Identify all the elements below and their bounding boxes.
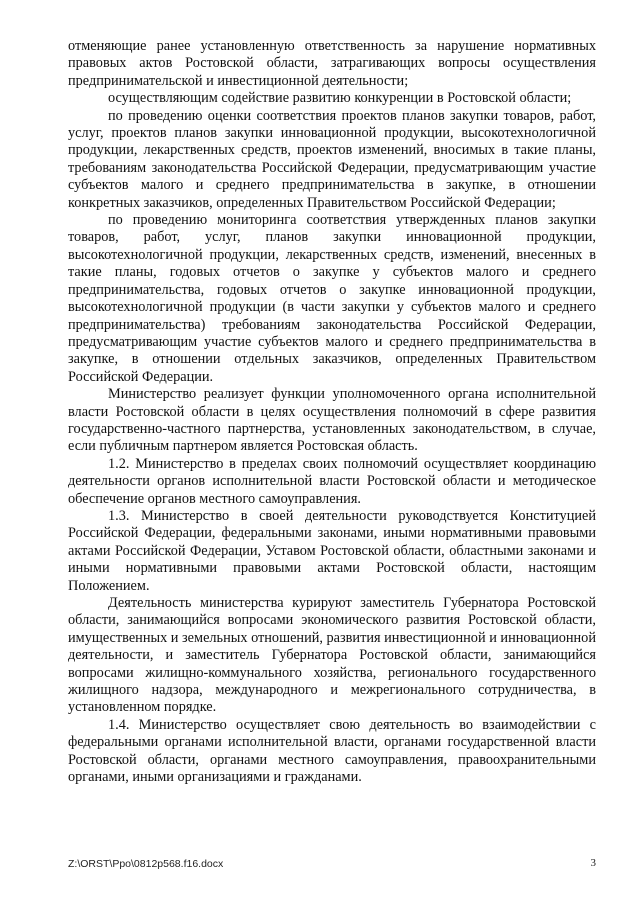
paragraph-1-3: 1.3. Министерство в своей деятельности руководствуется Конституцией Российской Федерации, федеральными законами, иными нормативными правовыми актами Российской Федерации, Уставом Ростовской области, областными законами и иными нормативными правовыми актами Ростовской области, настоящим Положением.: [68, 507, 596, 594]
paragraph-1-4: 1.4. Министерство осуществляет свою деятельность во взаимодействии с федеральными органами исполнительной власти, органами государственной власти Ростовской области, органами местного самоуправления, правоохранительными органами, иными организациями и гражданами.: [68, 716, 596, 786]
paragraph-competition-support: осуществляющим содействие развитию конкуренции в Ростовской области;: [108, 90, 572, 107]
paragraph-ppp-functions: Министерство реализует функции уполномоченного органа исполнительной власти Ростовской области в целях осуществления полномочий в сфере развития государственно-частного партнерства, установленных законодательством, в случае, если публичным партнером является Ростовская область.: [68, 386, 596, 455]
paragraph-procurement-assessment: по проведению оценки соответствия проектов планов закупки товаров, работ, услуг, проектов планов закупки инновационной продукции, высокотехнологичной продукции, лекарственных средств, проектов изменений, вносимых в такие планы, требованиям законодательства Российской Федерации, предусматривающим участие субъектов малого и среднего предпринимательства в закупке, в отношении конкретных заказчиков, определенных Правительством Российской Федерации;: [68, 107, 596, 211]
paragraph-continuation: отменяющие ранее установленную ответственность за нарушение нормативных правовых актов Ростовской области, затрагивающих вопросы осуществления предпринимательской и инвестиционной деятельности;: [68, 38, 596, 89]
paragraph-supervision: Деятельность министерства курируют заместитель Губернатора Ростовской области, занимающийся вопросами экономического развития Ростовской области, имущественных и земельных отношений, развития инвестиционной и инновационной деятельности, и заместитель Губернатора Ростовской области, занимающийся вопросами жилищно-коммунального хозяйства, регионального государственного жилищного надзора, международного и межрегионального сотрудничества, в установленном порядке.: [68, 595, 596, 716]
document-body: [68, 38, 596, 786]
footer-file-path: Z:\ORST\Ppo\0812p568.f16.docx: [68, 858, 224, 870]
paragraph-procurement-monitoring: по проведению мониторинга соответствия утвержденных планов закупки товаров, работ, услуг, планов закупки инновационной продукции, высокотехнологичной продукции, лекарственных средств, изменений, внесенных в такие планы, годовых отчетов о закупке у субъектов малого и среднего предпринимательства, годовых отчетов о закупке инновационной продукции, высокотехнологичной продукции (в части закупки у субъектов малого и среднего предпринимательства) требованиям законодательства Российской Федерации, предусматривающим участие субъектов малого и среднего предпринимательства в закупке, в отношении отдельных заказчиков, определенных Правительством Российской Федерации.: [68, 212, 596, 385]
page-number: 3: [590, 857, 596, 869]
paragraph-1-2: 1.2. Министерство в пределах своих полномочий осуществляет координацию деятельности органов исполнительной власти Ростовской области и методическое обеспечение органов местного самоуправления.: [68, 455, 596, 507]
